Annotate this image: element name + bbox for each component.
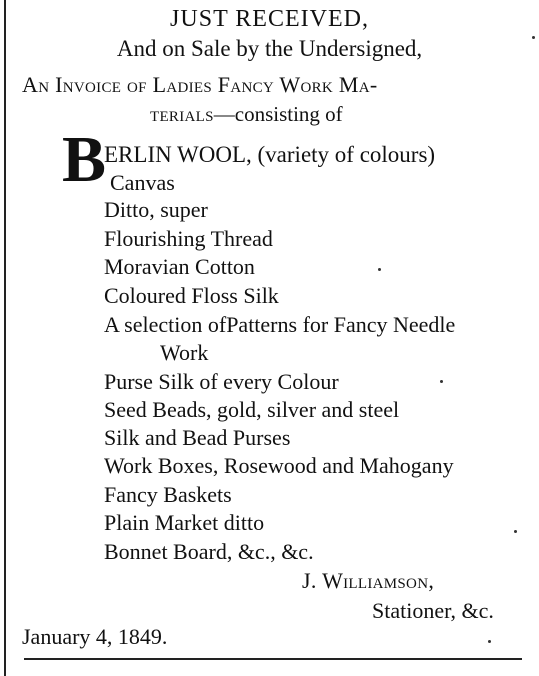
notice-subheading: And on Sale by the Undersigned, — [116, 36, 423, 61]
list-item: Ditto, super — [104, 197, 208, 222]
print-speck — [440, 380, 443, 383]
list-item: Flourishing Thread — [104, 226, 273, 251]
list-item: Coloured Floss Silk — [104, 283, 279, 308]
list-item: Silk and Bead Purses — [104, 425, 291, 450]
list-item-continuation: Work — [160, 340, 209, 365]
intro-line-2-smallcaps: terials — [150, 102, 214, 126]
print-speck — [532, 36, 535, 39]
list-item: Canvas — [110, 170, 175, 195]
list-item: Plain Market ditto — [104, 510, 265, 535]
list-item: Moravian Cotton — [104, 254, 255, 279]
signature-name: J. Williamson, — [302, 568, 435, 593]
list-item: A selection ofPatterns for Fancy Needle — [104, 312, 456, 337]
intro-line-1: An Invoice of Ladies Fancy Work Ma- — [22, 72, 378, 97]
print-speck — [488, 640, 491, 643]
list-item: Fancy Baskets — [104, 482, 232, 507]
list-item: Work Boxes, Rosewood and Mahogany — [104, 453, 454, 478]
left-column-rule — [4, 0, 6, 676]
list-item: Purse Silk of every Colour — [104, 369, 339, 394]
bottom-rule — [24, 658, 522, 660]
notice-heading: JUST RECEIVED, — [170, 6, 369, 32]
drop-cap: B — [62, 123, 107, 196]
notice-date: January 4, 1849. — [22, 624, 168, 649]
intro-line-2-rest: —consisting of — [213, 102, 343, 126]
intro-line-2 — [150, 101, 343, 127]
first-item: ERLIN WOOL, (variety of colours) — [104, 142, 436, 167]
list-item: Seed Beads, gold, silver and steel — [104, 397, 400, 422]
list-item: Bonnet Board, &c., &c. — [104, 539, 314, 564]
print-speck — [514, 530, 517, 533]
signature-title: Stationer, &c. — [372, 598, 494, 623]
print-speck — [378, 268, 381, 271]
